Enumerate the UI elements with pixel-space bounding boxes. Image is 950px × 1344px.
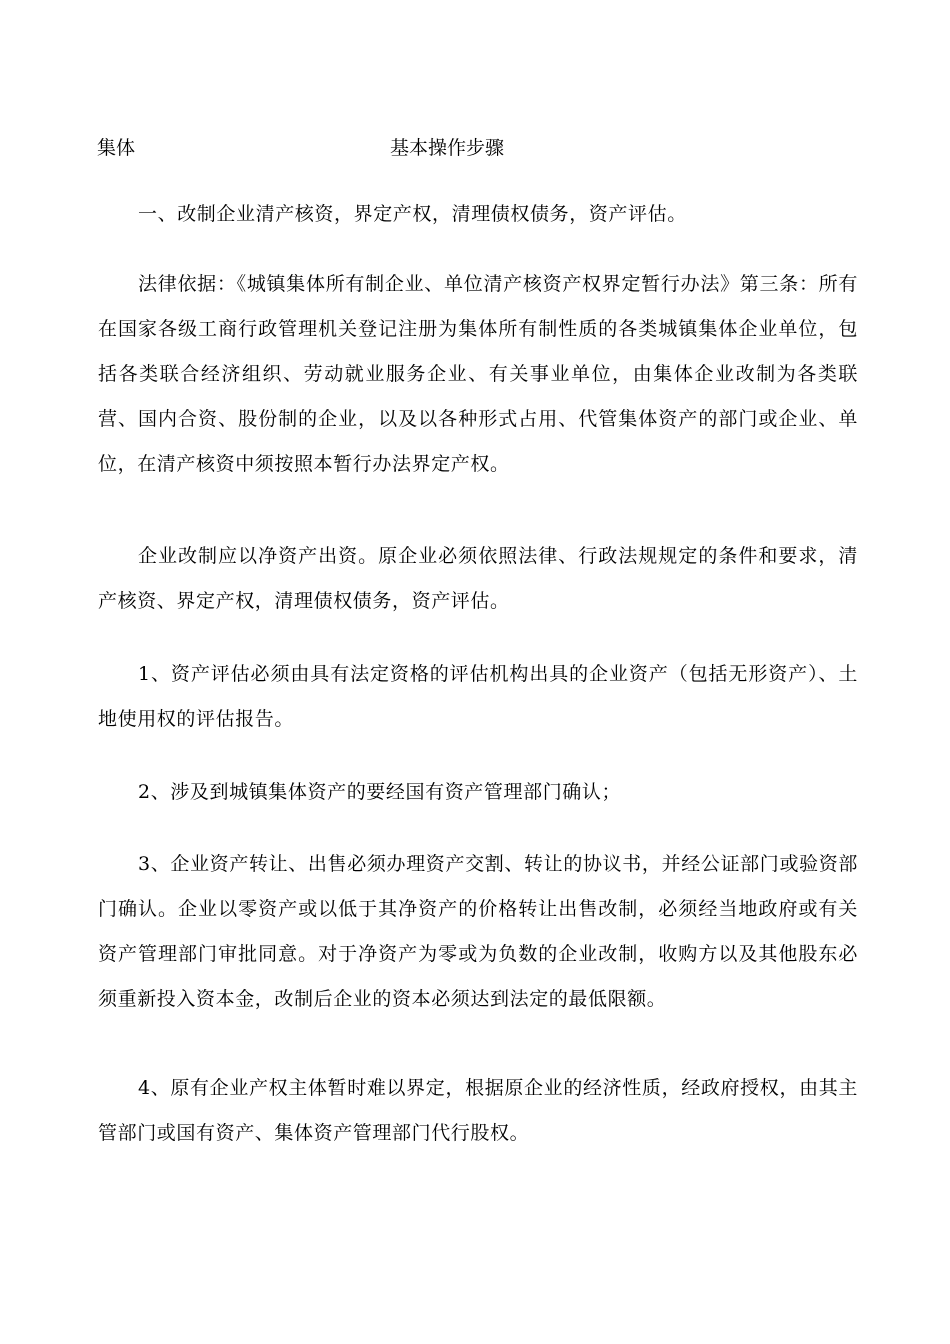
paragraph-legal-basis: 法律依据：《城镇集体所有制企业、单位清产核资产权界定暂行办法》第三条：所有在国家各级工商行政管理机关登记注册为集体所有制性质的各类城镇集体企业单位，包括各类联合经济组织、劳动就业服务企业、有关事业单位，由集体企业改制为各类联营、国内合资、股份制的企业，以及以各种形式占用、代管集体资产的部门或企业、单位，在清产核资中须按照本暂行办法界定产权。	[98, 273, 858, 475]
section-heading-1: 一、改制企业清产核资，界定产权，清理债权债务，资产评估。	[138, 203, 687, 225]
list-item-2: 2、涉及到城镇集体资产的要经国有资产管理部门确认；	[138, 781, 622, 803]
document-title: 基本操作步骤	[390, 137, 505, 159]
list-item-3: 3、企业资产转让、出售必须办理资产交割、转让的协议书，并经公证部门或验资部门确认。企业以零资产或以低于其净资产的价格转让出售改制，必须经当地政府或有关资产管理部门审批同意。对于净资产为零或为负数的企业改制，收购方以及其他股东必须重新投入资本金，改制后企业的资本必须达到法定的最低限额。	[98, 853, 858, 1010]
list-item-4: 4、原有企业产权主体暂时难以界定，根据原企业的经济性质，经政府授权，由其主管部门或国有资产、集体资产管理部门代行股权。	[98, 1077, 858, 1144]
paragraph-net-assets: 企业改制应以净资产出资。原企业必须依照法律、行政法规规定的条件和要求，清产核资、界定产权，清理债权债务，资产评估。	[98, 545, 858, 612]
list-item-1: 1、资产评估必须由具有法定资格的评估机构出具的企业资产（包括无形资产）、土地使用权的评估报告。	[98, 663, 858, 730]
header-label: 集体	[97, 137, 136, 159]
